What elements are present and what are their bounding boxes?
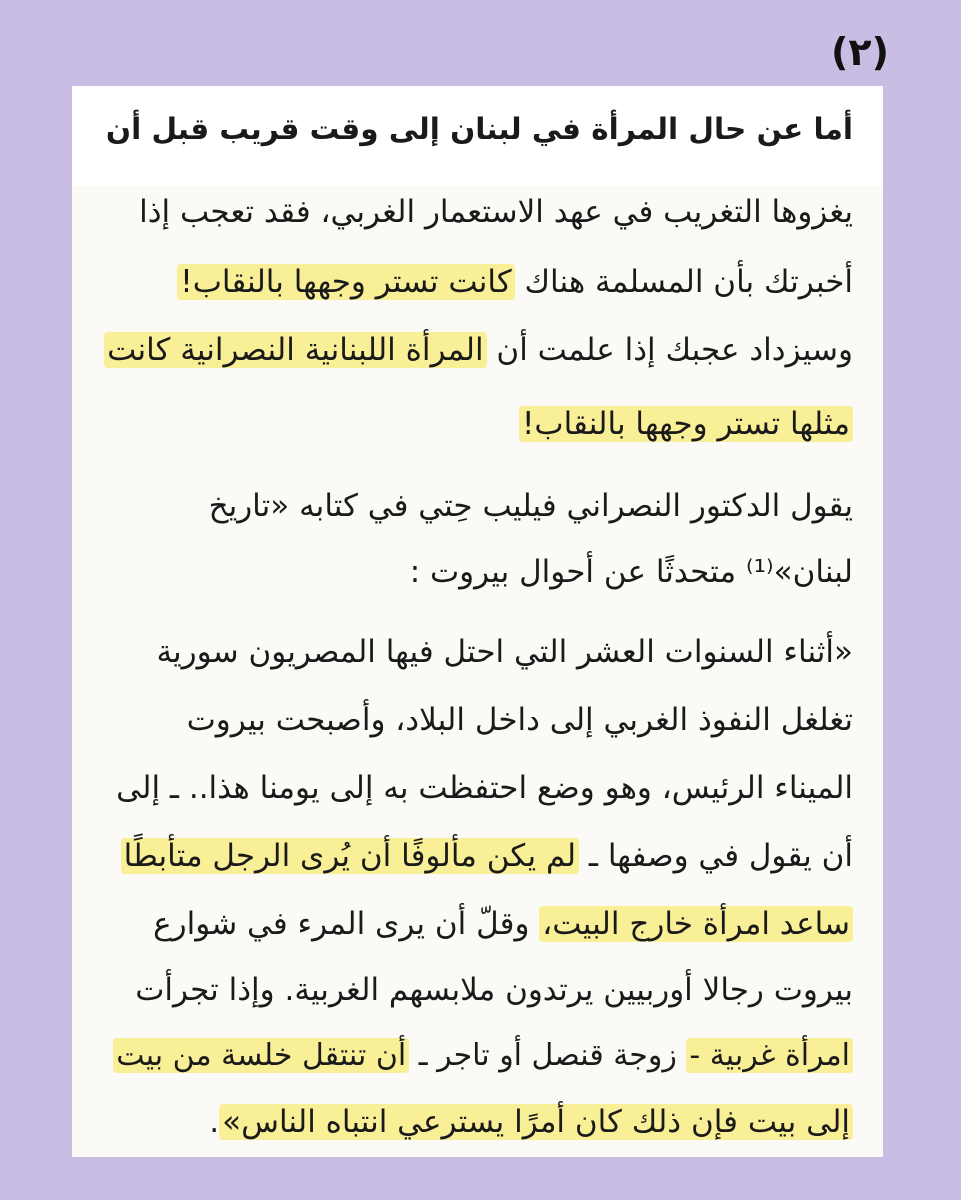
text-line-12 (102, 906, 853, 943)
text-line-13 (102, 972, 853, 1009)
line-3-highlight: كانت تستر وجهها بالنقاب! (177, 264, 514, 300)
text-line-15 (102, 1104, 853, 1141)
book-page (72, 86, 883, 1157)
line-12-text: وقلّ أن يرى المرء في شوارع (153, 906, 540, 942)
page-number: (٢) (831, 30, 889, 74)
line-10-text: الميناء الرئيس، وهو وضع احتفظت به إلى يومنا هذا.. ـ إلى (116, 770, 853, 806)
text-line-2 (102, 194, 853, 231)
text-line-11 (102, 838, 853, 875)
line-4-highlight: المرأة اللبنانية النصرانية كانت (104, 332, 486, 368)
line-4-text: وسيزداد عجبك إذا علمت أن (486, 332, 853, 368)
text-line-10 (102, 770, 853, 807)
line-8-text: «أثناء السنوات العشر التي احتل فيها المصريون سورية (156, 634, 853, 670)
text-line-4 (102, 332, 853, 369)
line-15-text: . (209, 1104, 220, 1140)
line-6-text: يقول الدكتور النصراني فيليب حِتي في كتابه «تاريخ (208, 488, 853, 524)
text-line-6 (102, 488, 853, 525)
line-2-text: يغزوها التغريب في عهد الاستعمار الغربي، فقد تعجب إذا (139, 194, 853, 230)
line-13-text: بيروت رجالا أوربيين يرتدون ملابسهم الغربية. وإذا تجرأت (135, 972, 853, 1008)
text-line-8 (102, 634, 853, 671)
text-line-9 (102, 702, 853, 739)
line-12-highlight: ساعد امرأة خارج البيت، (539, 906, 853, 942)
line-9-text: تغلغل النفوذ الغربي إلى داخل البلاد، وأصبحت بيروت (186, 702, 853, 738)
line-14-text: زوجة قنصل أو تاجر ـ (409, 1038, 687, 1073)
line-5-highlight: مثلها تستر وجهها بالنقاب! (519, 406, 853, 442)
text-line-7 (102, 554, 853, 591)
line-1-text: أما عن حال المرأة في لبنان إلى وقت قريب قبل أن (105, 112, 853, 146)
text-line-3 (102, 264, 853, 301)
line-11-highlight: لم يكن مألوفًا أن يُرى الرجل متأبطًا (121, 838, 579, 874)
line-3-text: أخبرتك بأن المسلمة هناك (514, 264, 853, 300)
line-14-highlight-start: امرأة غربية - (686, 1038, 853, 1073)
text-line-14 (102, 1038, 853, 1074)
text-line-1 (102, 112, 853, 147)
line-7-text: لبنان»⁽¹⁾ متحدثًا عن أحوال بيروت : (409, 554, 853, 590)
line-15-highlight: إلى بيت فإن ذلك كان أمرًا يسترعي انتباه الناس» (219, 1104, 853, 1140)
line-11-text: أن يقول في وصفها ـ (579, 838, 853, 874)
text-line-5 (102, 406, 853, 443)
line-14-highlight-end: أن تنتقل خلسة من بيت (113, 1038, 409, 1073)
